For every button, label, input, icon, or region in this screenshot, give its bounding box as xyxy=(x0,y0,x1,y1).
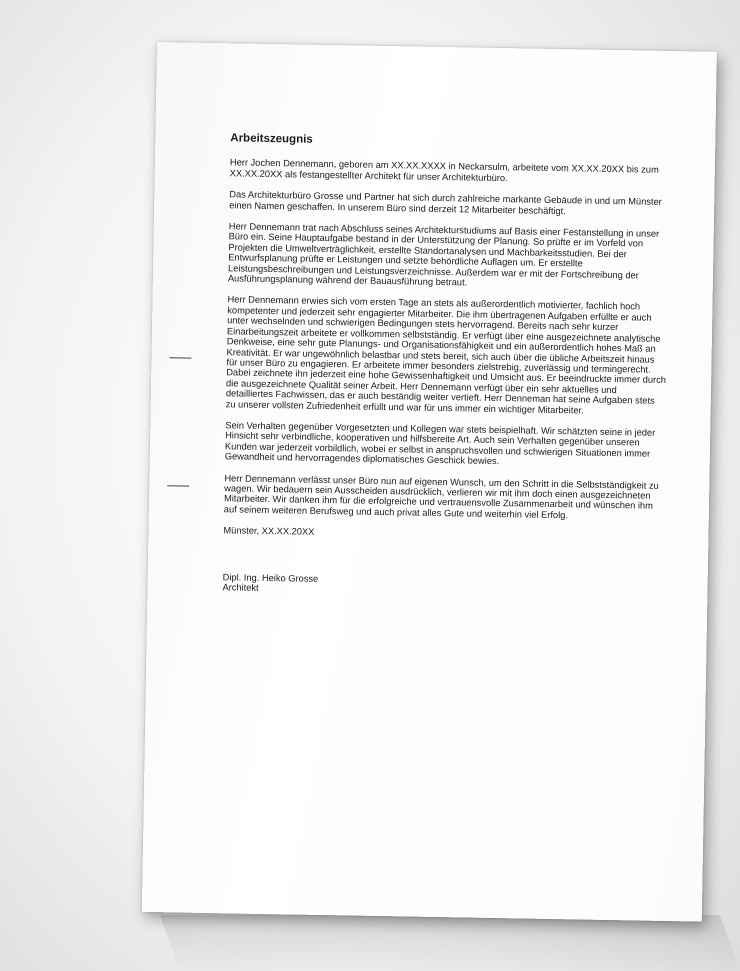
place-date: Münster, XX.XX.20XX xyxy=(223,525,315,538)
paragraph-performance: Herr Dennemann erwies sich vom ersten Tage an stets als außerordentlich motivierter, fachlich hoch kompetenter und jederzeit sehr engagierter Mitarbeiter. Die ihm übertragenen Aufgaben erfüllte er auch unter wechselnden und schwierigen Bedingungen stets hervorragend. Bereits nach sehr kurzer Einarbeitungszeit arbeitete er vollkommen selbstständig. Er verfügt über eine ausgezeichnete analytische Denkweise, eine sehr gute Planungs- und Organisationsfähigkeit und ein außerordentlich hohes Maß an Kreativität. Er war ungewöhnlich belastbar und stets bereit, sich auch über die übliche Arbeitszeit hinaus für unser Büro zu engagieren. Er arbeitete immer besonders zielstrebig, zuverlässig und termingerecht. Dabei zeichnete ihn jederzeit eine hohe Gewissenhaftigkeit und Umsicht aus. Er beeindruckte immer durch die ausgezeichnete Qualität seiner Arbeit. Herr Dennemann verfügt über ein sehr aktuelles und detailliertes Fachwissen, das er auch beständig weiter vertieft. Herr Denneman hat seine Aufgaben stets zu unserer vollsten Zufriedenheit erfüllt und war für uns immer ein wichtiger Mitarbeiter. xyxy=(225,294,667,416)
page-reflection xyxy=(160,915,740,971)
paragraph-intro: Herr Jochen Dennemann, geboren am XX.XX.XXXX in Neckarsulm, arbeitete vom XX.XX.20XX bis zum XX.XX.20XX als festangestellter Architekt für unser Architekturbüro. xyxy=(229,157,659,183)
document-title: Arbeitszeugnis xyxy=(230,132,313,146)
document-page xyxy=(142,42,717,922)
paragraph-conduct: Sein Verhalten gegenüber Vorgesetzten und Kollegen war stets beispielhaft. Wir schätzten seine in jeder Hinsicht sehr verbindliche, kooperativen und hilfsbereite Art. Auch sein Verhalten gegenüber unseren Kunden war jederzeit vorbildlich, wobei er selbst in anspruchsvollen und schwierigen Situationen immer Gewandheit und hervorragendes diplomatisches Geschick bewies. xyxy=(224,420,656,467)
paragraph-company: Das Architekturbüro Grosse und Partner hat sich durch zahlreiche markante Gebäude in und um Münster einen Namen geschaffen. In unserem Büro sind derzeit 12 Mitarbeiter beschäftigt. xyxy=(229,189,662,216)
fold-mark-bottom xyxy=(167,485,189,486)
signer-name: Dipl. Ing. Heiko Grosse xyxy=(222,571,319,584)
paragraph-tasks: Herr Dennemann trat nach Abschluss seines Architekturstudiums auf Basis einer Festanstellung in unser Büro ein. Seine Hauptaufgabe bestand in der Unterstützung der Planung. So prüfte er im Vorfeld von Projekten die Umweltverträglichkeit, erstellte Standortanalysen und Machbarkeitsstudien. Bei der Entwurfsplanung prüfte er Leistungen und setzte behördliche Auflagen um. Er erstellte Leistungsbeschreibungen und Leistungsverzeichnisse. Außerdem war er mit der Fortschreibung der Ausführungsplanung während der Bauausführung betraut. xyxy=(227,221,660,288)
paragraph-closing: Herr Dennemann verlässt unser Büro nun auf eigenen Wunsch, um den Schritt in die Selbstständigkeit zu wagen. Wir bedauern sein Ausscheiden ausdrücklich, verlieren wir mit ihm doch einen ausgezeichneten Mitarbeiter. Wir danken ihm für die erfolgreiche und vertrauensvolle Zusammenarbeit und wünschen ihm auf seinem weiteren Berufsweg und auch privat alles Gute und weiterhin viel Erfolg. xyxy=(223,472,659,521)
fold-mark-top xyxy=(169,357,191,358)
signature-block xyxy=(222,572,662,600)
signer-role: Architekt xyxy=(222,582,259,593)
letter-body xyxy=(222,133,670,600)
